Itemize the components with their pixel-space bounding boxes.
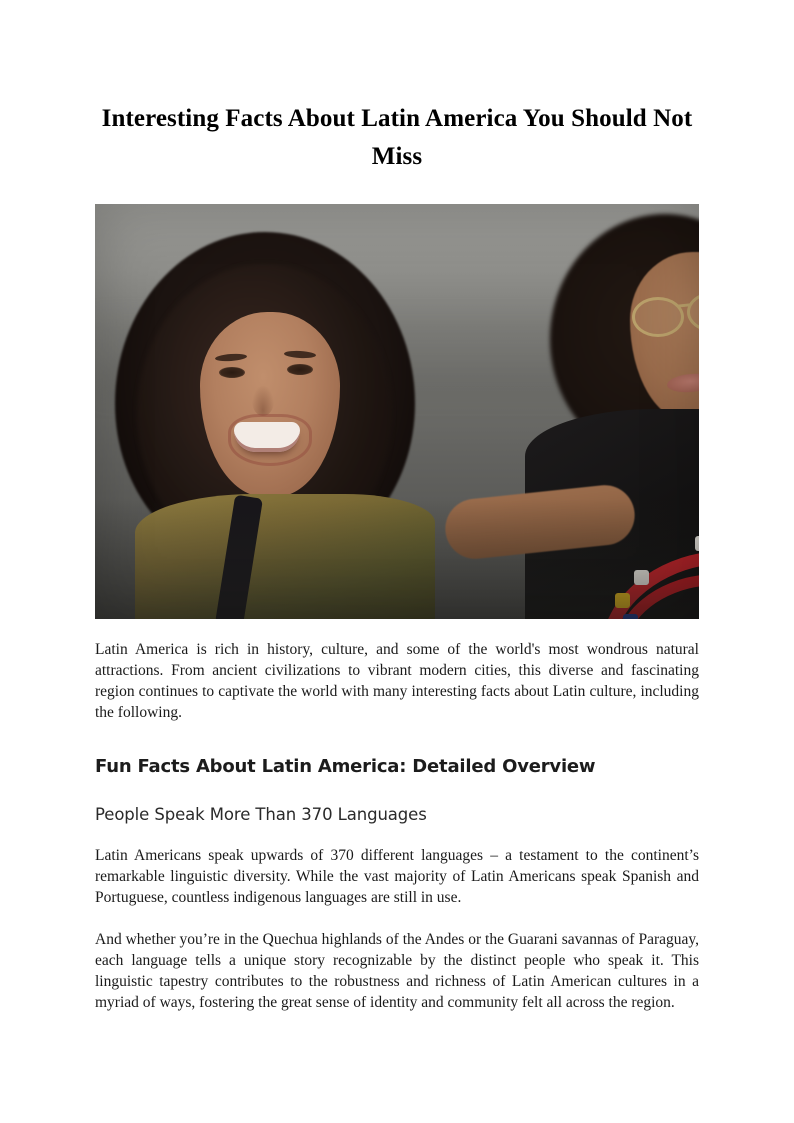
photo-shadow-overlay xyxy=(95,499,699,619)
person-left-eye-left xyxy=(219,367,245,378)
person-left-teeth xyxy=(234,422,300,452)
subsection-heading: People Speak More Than 370 Languages xyxy=(95,805,427,824)
section-heading: Fun Facts About Latin America: Detailed Overview xyxy=(95,756,596,777)
hero-image xyxy=(95,204,699,619)
glasses-icon xyxy=(632,297,684,337)
page-title: Interesting Facts About Latin America You Should Not Miss xyxy=(101,105,693,170)
subsection-paragraph: Latin Americans speak upwards of 370 different languages – a testament to the continent’s remarkable linguistic diversity. While the vast majority of Latin Americans speak Spanish and Portuguese, countless indigenous languages are still in use. xyxy=(95,847,699,906)
intro-paragraph: Latin America is rich in history, culture, and some of the world's most wondrous natural attractions. From ancient civilizations to vibrant modern cities, this diverse and fascinating region continues to captivate the world with many interesting facts about Latin culture, including the following. xyxy=(95,641,699,721)
document-content xyxy=(95,0,699,1013)
hero-photo-illustration xyxy=(95,204,699,619)
person-left-nose xyxy=(252,386,274,416)
subsection-paragraph: And whether you’re in the Quechua highlands of the Andes or the Guarani savannas of Paraguay, each language tells a unique story recognizable by the distinct people who speak it. This linguistic tapestry contributes to the robustness and richness of Latin American cultures in a myriad of ways, fostering the great sense of identity and community felt all across the region. xyxy=(95,931,699,1011)
person-left-eye-right xyxy=(287,364,313,375)
